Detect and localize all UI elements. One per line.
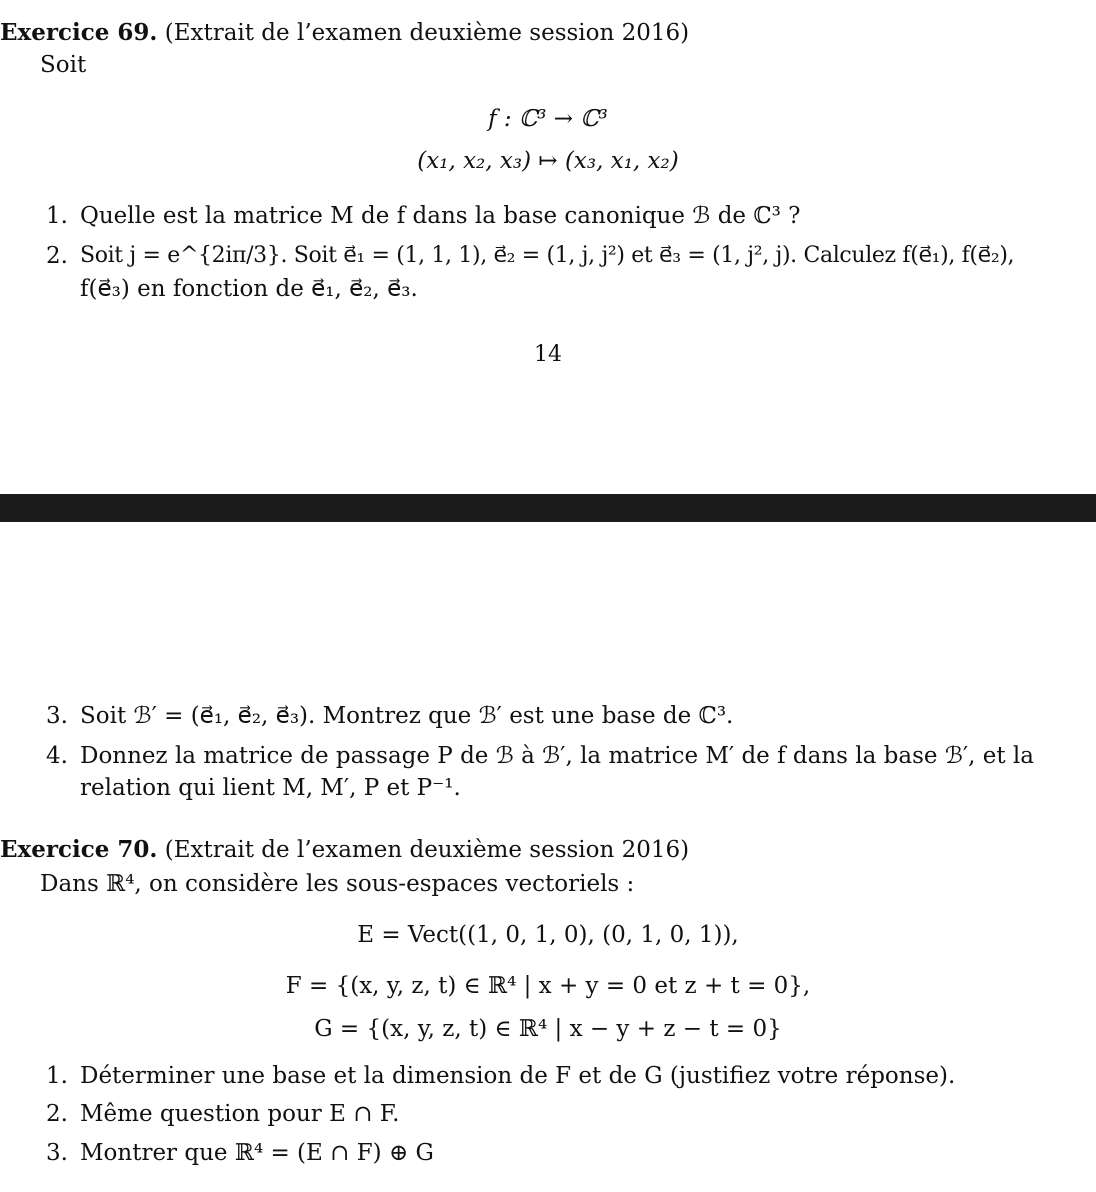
- equation-G: G = {(x, y, z, t) ∈ ℝ⁴ | x − y + z − t = 0}: [314, 1016, 782, 1042]
- exercise-70-header: [0, 835, 689, 865]
- question-text-line-1: Donnez la matrice de passage P de ℬ à ℬ′, la matrice M′ de f dans la base ℬ′, et la: [80, 743, 1034, 769]
- question-text: Quelle est la matrice M de f dans la base canonique ℬ de ℂ³ ?: [80, 203, 801, 229]
- page-number: 14: [534, 342, 562, 367]
- question-number: 1.: [46, 203, 68, 229]
- equation-E: E = Vect((1, 0, 1, 0), (0, 1, 0, 1)),: [357, 922, 739, 948]
- exercise-69-intro: Soit: [40, 52, 87, 78]
- question-number: 2.: [46, 1101, 68, 1127]
- formula-map-action: (x₁, x₂, x₃) ↦ (x₃, x₁, x₂): [417, 148, 679, 174]
- question-number: 1.: [46, 1063, 68, 1089]
- question-text: Déterminer une base et la dimension de F et de G (justifiez votre réponse).: [80, 1063, 956, 1089]
- exercise-70-source: (Extrait de l’examen deuxième session 2016): [164, 837, 690, 863]
- question-text: Même question pour E ∩ F.: [80, 1101, 400, 1127]
- page-break-bar: [0, 494, 1096, 522]
- question-text-line-2: relation qui lient M, M′, P et P⁻¹.: [80, 775, 461, 801]
- exercise-69-label: Exercice 69.: [0, 19, 158, 46]
- exercise-70-label: Exercice 70.: [0, 836, 158, 863]
- equation-F: F = {(x, y, z, t) ∈ ℝ⁴ | x + y = 0 et z + t = 0},: [285, 973, 811, 999]
- question-text: Soit ℬ′ = (e⃗₁, e⃗₂, e⃗₃). Montrez que ℬ′ est une base de ℂ³.: [80, 703, 734, 729]
- question-text: Montrer que ℝ⁴ = (E ∩ F) ⊕ G: [80, 1140, 434, 1166]
- formula-map-definition: f : ℂ³ → ℂ³: [488, 106, 608, 132]
- exercise-70-intro: Dans ℝ⁴, on considère les sous-espaces vectoriels :: [40, 871, 635, 897]
- question-text-line-2: f(e⃗₃) en fonction de e⃗₁, e⃗₂, e⃗₃.: [80, 276, 418, 302]
- question-number: 3.: [46, 703, 68, 729]
- exercise-69-header: [0, 18, 689, 48]
- question-number: 2.: [46, 243, 68, 269]
- question-text-line-1: Soit j = e^{2iπ/3}. Soit e⃗₁ = (1, 1, 1), e⃗₂ = (1, j, j²) et e⃗₃ = (1, j², j). Calculez f(e⃗₁), f(e⃗₂),: [80, 243, 1015, 268]
- exercise-69-source: (Extrait de l’examen deuxième session 2016): [164, 20, 690, 46]
- question-number: 3.: [46, 1140, 68, 1166]
- question-number: 4.: [46, 743, 68, 769]
